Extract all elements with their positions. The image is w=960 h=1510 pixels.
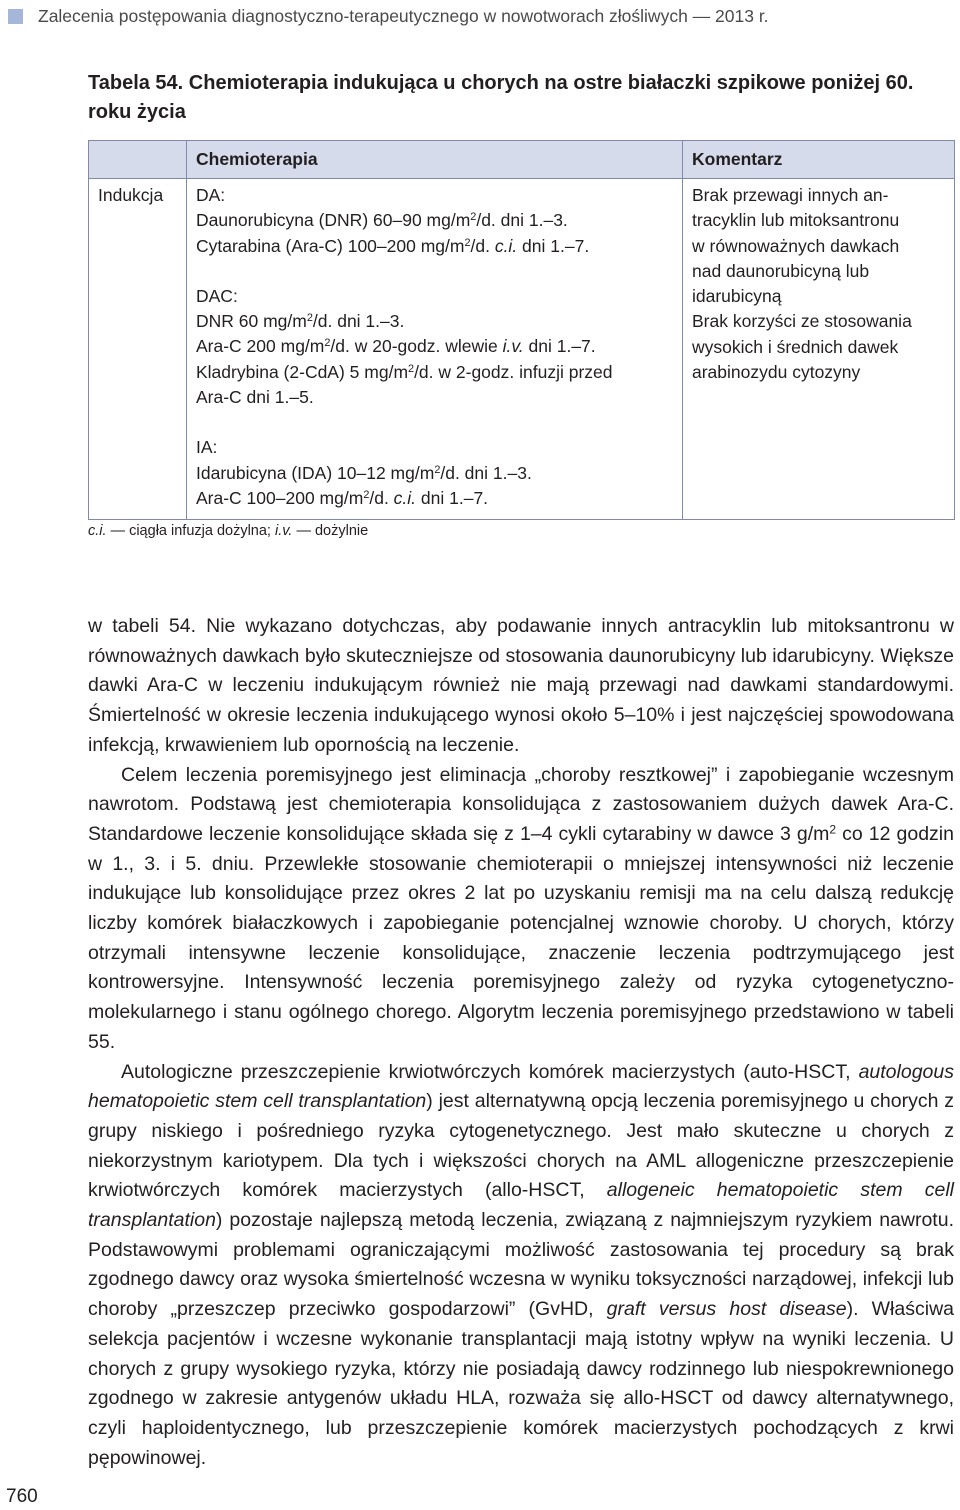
- header-empty-cell: [89, 141, 187, 179]
- regimen-name: DAC:: [196, 285, 238, 306]
- comment-cell: [683, 179, 955, 520]
- regimen-name: DA:: [196, 185, 226, 205]
- comment-line: Brak przewagi innych an-: [692, 185, 889, 205]
- regimen-line: Daunorubicyna (DNR) 60–90 $mg/m^2/d$. dni 1.–3.: [196, 210, 568, 231]
- table-footnote: c.i. — ciągła infuzja dożylna; i.v. — dożylnie: [88, 523, 369, 539]
- regimen-name: IA:: [196, 437, 218, 458]
- regimen-line: Ara-C dni 1.–5.: [196, 387, 314, 408]
- row-label: Indukcja: [89, 179, 187, 520]
- page-number: 760: [6, 1486, 38, 1507]
- table-title: Tabela 54. Chemioterapia indukująca u chorych na ostre białaczki szpikowe poniżej 60. roku życia: [88, 72, 914, 123]
- regimen-line: Ara-C 200 $mg/m^2/d$. w 20-godz. wlewie i.v. dni 1.–7.: [196, 336, 596, 357]
- comment-line: idarubicyną: [692, 286, 782, 307]
- table-row: [89, 179, 955, 520]
- running-title: Zalecenia postępowania diagnostyczno-terapeutycznego w nowotworach złośliwych — 2013 r.: [38, 5, 769, 26]
- regimen-line: Ara-C 100–200 $mg/m^2/d$. c.i. dni 1.–7.: [196, 487, 489, 508]
- body-paragraph: w tabeli 54. Nie wykazano dotychczas, aby podawanie innych antracyklin lub mitoksantronu w równoważnych dawkach było skuteczniejsze od stosowania daunorubicyny lub idarubicyny. Większe dawki Ara-C w leczeniu indukującym również nie mają przewagi nad dawkami standardowymi. Śmiertelność w okresie leczenia indukującego wynosi około 5–10% i jest najczęściej spowodowana infekcją, krwawieniem lub opornością na leczenie.: [88, 615, 954, 756]
- regimen-line: Idarubicyna (IDA) 10–12 $mg/m^2/d$. dni 1.–3.: [196, 462, 532, 483]
- regimen-line: DNR 60 $mg/m^2/d$. dni 1.–3.: [196, 311, 405, 332]
- table-header-row: [89, 141, 955, 179]
- body-paragraph: Celem leczenia poremisyjnego jest eliminacja „choroby resztkowej” i zapobieganie wczesnym nawrotom. Podstawą jest chemioterapia konsolidująca z zastosowaniem dużych dawek Ara-C. Standardowe leczenie konsolidujące składa się z 1–4 cykli cytarabiny w dawce 3 $g/m^2$ co 12 godzin w 1., 3. i 5. dniu. Przewlekłe stosowanie chemioterapii o mniejszej intensywności niż leczenie indukujące lub konsolidujące przez okres 2 lat po uzyskaniu remisji ma na celu dalszą redukcję liczby komórek białaczkowych i zapobieganie potencjalnej wznowie choroby. U chorych, którzy otrzymali intensywne leczenie konsolidujące, znaczenie leczenia podtrzymującego jest kontrowersyjne. Intensywność leczenia poremisyjnego zależy od ryzyka cytogenetyczno-molekularnego i stanu ogólnego chorego. Algorytm leczenia poremisyjnego przedstawiono w tabeli 55.: [88, 763, 954, 1053]
- comment-line: wysokich i średnich dawek: [692, 336, 899, 357]
- comment-line: Brak korzyści ze stosowania: [692, 311, 912, 332]
- regimen-line: Kladrybina (2-CdA) 5 $mg/m^2/d$. w 2-godz. infuzji przed: [196, 361, 613, 382]
- comment-line: tracyklin lub mitoksantronu: [692, 210, 900, 231]
- regimen-block: [196, 435, 678, 511]
- regimen-block: [196, 183, 678, 259]
- comment-line: nad daunorubicyną lub: [692, 260, 870, 281]
- running-header: [8, 4, 769, 28]
- regimens-cell: [187, 179, 683, 520]
- body-text: [88, 612, 954, 1473]
- header-chemotherapy: Chemioterapia: [187, 141, 683, 179]
- body-paragraph: Autologiczne przeszczepienie krwiotwórczych komórek macierzystych (auto-HSCT, autologous hematopoietic stem cell transplantation) jest alternatywną opcją leczenia poremisyjnego u chorych z grupy niskiego i pośredniego ryzyka cytogenetycznego. Jest mało skuteczne u chorych z niekorzystnym kariotypem. Dla tych i większości chorych na AML allogeniczne przeszczepienie krwiotwórczych komórek macierzystych (allo-HSCT, allogeneic hematopoietic stem cell transplantation) pozostaje najlepszą metodą leczenia, związaną z najmniejszym ryzykiem nawrotu. Podstawowymi problemami ograniczającymi możliwość zastosowania tej procedury są brak zgodnego dawcy oraz wysoka śmiertelność wczesna w wyniku toksyczności narządowej, infekcji lub choroby „przeszczep przeciwko gospodarzowi” (GvHD, graft versus host disease). Właściwa selekcja pacjentów i wczesne wykonanie transplantacji mają istotny wpływ na wyniki leczenia. U chorych z grupy wysokiego ryzyka, którzy nie posiadają dawcy rodzinnego lub niespokrewnionego zgodnego w zakresie antygenów układu HLA, rozważa się allo-HSCT od dawcy alternatywnego, czyli haploidentycznego, lub przeszczepienie komórek macierzystych pochodzących z krwi pępowinowej.: [88, 1060, 954, 1469]
- regimen-block: [196, 284, 678, 410]
- comment-line: w równoważnych dawkach: [692, 235, 900, 256]
- header-comment: Komentarz: [683, 141, 955, 179]
- header-square-icon: [8, 9, 23, 24]
- comment-line: arabinozydu cytozyny: [692, 362, 861, 383]
- regimen-line: Cytarabina (Ara-C) 100–200 $mg/m^2/d$. c.i. dni 1.–7.: [196, 235, 590, 256]
- chemotherapy-table: [88, 140, 955, 520]
